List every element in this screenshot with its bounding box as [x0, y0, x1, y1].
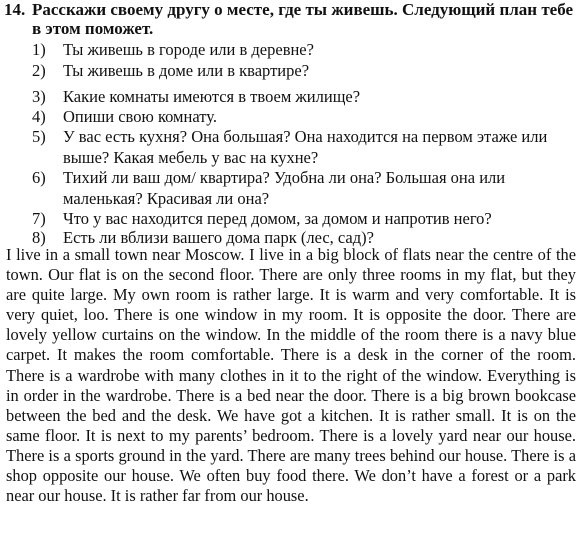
plan-item-text: Ты живешь в доме или в квартире? — [63, 61, 310, 80]
plan-item-text: Что у вас находится перед домом, за домом и напротив него? — [63, 209, 492, 228]
plan-item-number: 4) — [32, 107, 46, 126]
plan-item-text: У вас есть кухня? Она большая? Она находится на первом этаже или выше? Какая мебель у вас на кухне? — [63, 127, 548, 167]
plan-item-text: Тихий ли ваш дом/ квартира? Удобна ли она? Большая она или маленькая? Красивая ли она? — [63, 168, 506, 208]
plan-item-number: 7) — [32, 209, 46, 228]
plan-item-text: Какие комнаты имеются в твоем жилище? — [63, 87, 361, 106]
plan-item-number: 8) — [32, 228, 46, 247]
plan-item-number: 3) — [32, 87, 46, 106]
story-paragraph: I live in a small town near Moscow. I live in a big block of flats near the centre of the town. Our flat is on the second floor. There are only three rooms in my flat, but they are quite large. My own room is rather large. It is warm and very comfortable. It is very quiet, loo. There is one window in my room. It is opposite the door. There are lovely yellow curtains on the window. In the middle of the room there is a navy blue carpet. It makes the room comfortable. There is a desk in the corner of the room. There is a wardrobe with many clothes in it to the right of the window. Everything is in order in the wardrobe. There is a bed near the door. There is a big brown bookcase between the bed and the desk. We have got a kitchen. It is rather small. It is on the same floor. It is next to my parents’ bedroom. There is a lovely yard near our house. There is a sports ground in the yard. There are many trees behind our house. There is a shop opposite our house. We often buy food there. We don’t have a forest or a park near our house. It is rather far from our house. — [6, 245, 576, 506]
plan-item-number: 2) — [32, 61, 46, 80]
plan-item-text: Опиши свою комнату. — [63, 107, 217, 126]
plan-item-number: 1) — [32, 40, 46, 59]
plan-item-number: 6) — [32, 168, 46, 187]
task-title: Расскажи своему другу о месте, где ты живешь. Следующий план тебе в этом поможет. — [32, 0, 574, 38]
plan-item-text: Есть ли вблизи вашего дома парк (лес, сад)? — [63, 228, 374, 247]
plan-item-number: 5) — [32, 127, 46, 146]
plan-item-text: Ты живешь в городе или в деревне? — [63, 40, 314, 59]
task-number: 14. — [4, 0, 26, 19]
